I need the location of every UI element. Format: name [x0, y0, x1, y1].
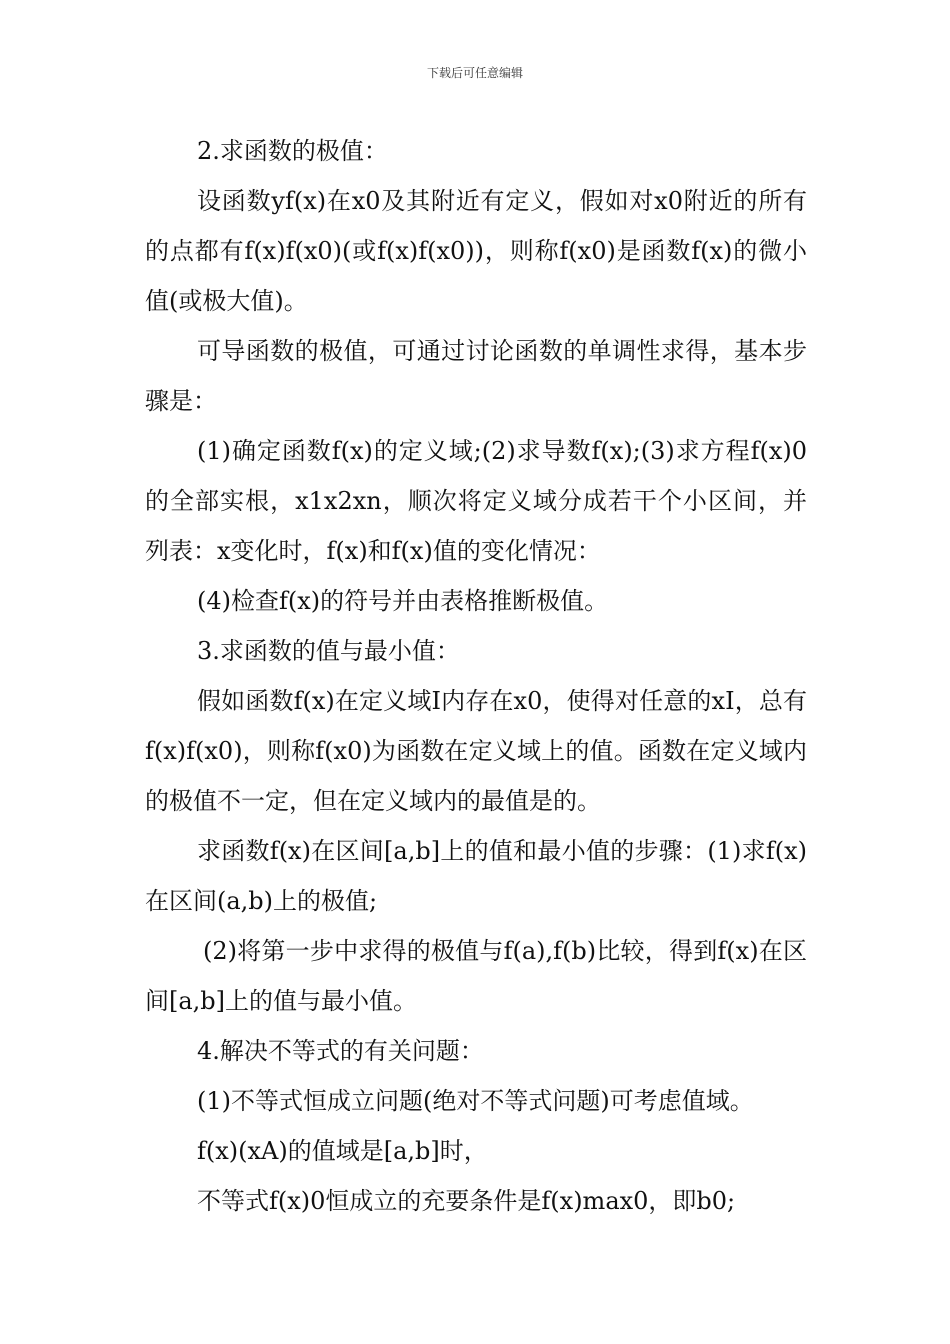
- section-heading-max-min: 3.求函数的值与最小值：: [197, 637, 460, 665]
- paragraph-inequality-identity: (1)不等式恒成立问题(绝对不等式问题)可考虑值域。: [197, 1087, 754, 1115]
- paragraph-step-4: (4)检查f(x)的符号并由表格推断极值。: [197, 587, 609, 615]
- paragraph-range-condition: f(x)(xA)的值域是[a,b]时，: [197, 1137, 488, 1165]
- page-header: 下载后可任意编辑: [426, 66, 523, 80]
- paragraph-steps-1-3: (1)确定函数f(x)的定义域;(2)求导数f(x);(3)求方程f(x)0的全部实根，x1x2xn，顺次将定义域分成若干个小区间，并列表：x变化时，f(x)和f(x)值的变化情况：: [145, 437, 807, 565]
- paragraph-max-min-steps: 求函数f(x)在区间[a,b]上的值和最小值的步骤：(1)求f(x)在区间(a,b)上的极值;: [145, 837, 807, 915]
- paragraph-extrema-definition: 设函数yf(x)在x0及其附近有定义，假如对x0附近的所有的点都有f(x)f(x0)(或f(x)f(x0))，则称f(x0)是函数f(x)的微小值(或极大值)。: [145, 187, 807, 315]
- paragraph-necessary-sufficient: 不等式f(x)0恒成立的充要条件是f(x)max0，即b0;: [197, 1187, 736, 1215]
- section-heading-inequalities: 4.解决不等式的有关问题：: [197, 1037, 484, 1065]
- paragraph-compare-step: (2)将第一步中求得的极值与f(a),f(b)比较，得到f(x)在区间[a,b]上的值与最小值。: [145, 937, 807, 1015]
- section-heading-extrema: 2.求函数的极值：: [197, 137, 388, 165]
- document-body: [145, 126, 807, 1226]
- paragraph-derivable-extrema: 可导函数的极值，可通过讨论函数的单调性求得，基本步骤是：: [145, 337, 807, 415]
- paragraph-max-definition: 假如函数f(x)在定义域I内存在x0，使得对任意的xI，总有f(x)f(x0)，则称f(x0)为函数在定义域上的值。函数在定义域内的极值不一定，但在定义域内的最值是的。: [145, 687, 807, 815]
